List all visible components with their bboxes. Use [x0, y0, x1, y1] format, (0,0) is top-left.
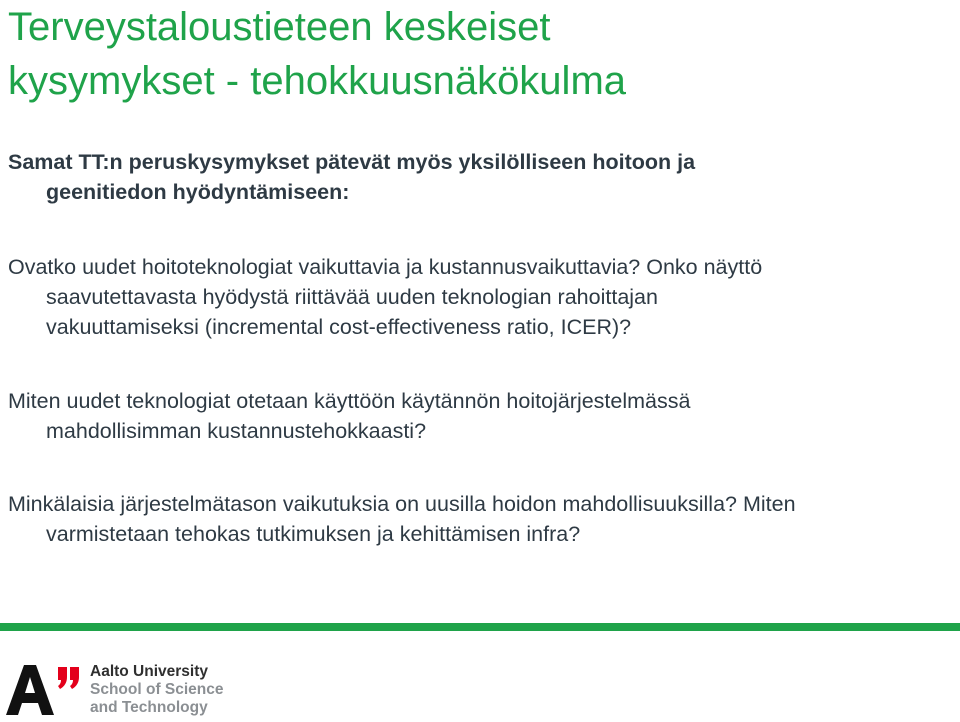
slide-title-line-1: Terveystaloustieteen keskeiset: [8, 5, 551, 49]
intro-line-2: geenitiedon hyödyntämiseen:: [46, 180, 350, 204]
intro-line-1: Samat TT:n peruskysymykset pätevät myös yksilölliseen hoitoon ja: [8, 150, 696, 174]
question-effectiveness-line-3: vakuuttamiseksi (incremental cost-effectiveness ratio, ICER)?: [46, 315, 632, 339]
question-system-impact-line-2: varmistetaan tehokas tutkimuksen ja kehittämisen infra?: [46, 522, 581, 546]
slide-title: [8, 0, 948, 108]
logo-line-school: School of Science: [90, 681, 224, 698]
slide-title-line-2: kysymykset - tehokkuusnäkökulma: [8, 59, 627, 103]
question-adoption: [8, 386, 953, 446]
intro-paragraph: [8, 147, 953, 207]
logo-line-technology: and Technology: [90, 699, 208, 716]
aalto-logo: [6, 663, 236, 719]
question-effectiveness-line-2: saavutettavasta hyödystä riittävää uuden teknologian rahoittajan: [46, 285, 658, 309]
question-system-impact: [8, 489, 953, 549]
logo-line-university: Aalto University: [90, 663, 209, 680]
footer-divider: [0, 623, 960, 631]
question-system-impact-line-1: Minkälaisia järjestelmätason vaikutuksia on uusilla hoidon mahdollisuuksilla? Miten: [8, 492, 796, 516]
question-effectiveness: [8, 252, 953, 342]
aalto-a-mark-icon: [6, 665, 82, 715]
question-adoption-line-2: mahdollisimman kustannustehokkaasti?: [46, 419, 427, 443]
question-effectiveness-line-1: Ovatko uudet hoitoteknologiat vaikuttavia ja kustannusvaikuttavia? Onko näyttö: [8, 255, 763, 279]
question-adoption-line-1: Miten uudet teknologiat otetaan käyttöön käytännön hoitojärjestelmässä: [8, 389, 691, 413]
aalto-logo-text: [90, 663, 224, 717]
